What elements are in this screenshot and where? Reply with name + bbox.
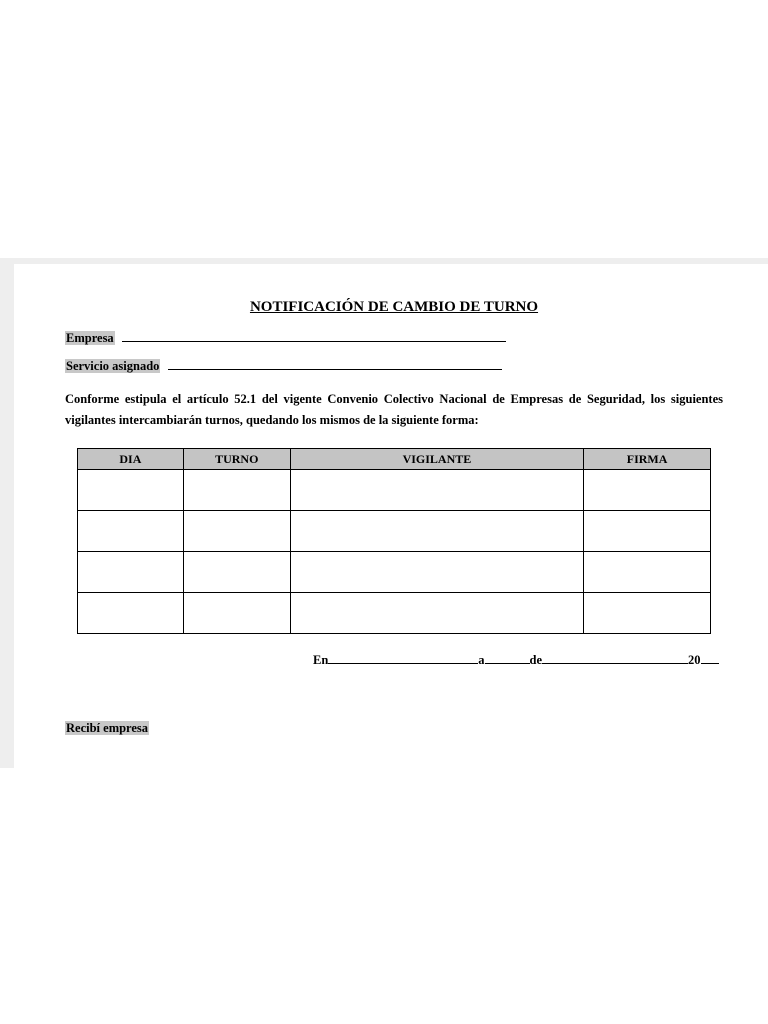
header-vigilante: VIGILANTE: [290, 449, 584, 470]
cell-turno[interactable]: [183, 470, 290, 511]
servicio-blank-line[interactable]: [168, 358, 502, 370]
cell-turno[interactable]: [183, 593, 290, 634]
table-row: [78, 552, 711, 593]
date-year-prefix: 20: [688, 653, 701, 667]
cell-dia[interactable]: [78, 511, 184, 552]
date-line: [313, 652, 719, 668]
shift-change-table: [77, 448, 711, 634]
date-year-blank[interactable]: [701, 652, 719, 664]
cell-firma[interactable]: [584, 470, 711, 511]
cell-dia[interactable]: [78, 593, 184, 634]
header-dia: DIA: [78, 449, 184, 470]
cell-vigilante[interactable]: [290, 511, 584, 552]
received-by-company: [65, 721, 149, 736]
cell-firma[interactable]: [584, 511, 711, 552]
date-place-blank[interactable]: [328, 652, 478, 664]
table-row: [78, 470, 711, 511]
received-by-company-label: Recibí empresa: [66, 721, 149, 735]
date-de-label: de: [529, 653, 543, 667]
servicio-label: Servicio asignado: [66, 359, 160, 373]
cell-vigilante[interactable]: [290, 470, 584, 511]
empresa-field: [65, 330, 506, 346]
date-a-label: a: [478, 653, 485, 667]
document-title: [0, 299, 768, 316]
cell-firma[interactable]: [584, 593, 711, 634]
header-firma: FIRMA: [584, 449, 711, 470]
table-row: [78, 593, 711, 634]
date-month-blank[interactable]: [542, 652, 688, 664]
cell-vigilante[interactable]: [290, 552, 584, 593]
cell-turno[interactable]: [183, 511, 290, 552]
cell-firma[interactable]: [584, 552, 711, 593]
empresa-label: Empresa: [66, 331, 114, 345]
cell-vigilante[interactable]: [290, 593, 584, 634]
cell-turno[interactable]: [183, 552, 290, 593]
date-day-blank[interactable]: [485, 652, 530, 664]
intro-paragraph: Conforme estipula el artículo 52.1 del vigente Convenio Colectivo Nacional de Empresas de Seguridad, los siguientes vigilantes intercambiarán turnos, quedando los mismos de la siguiente forma:: [65, 392, 723, 427]
document-title-text: NOTIFICACIÓN DE CAMBIO DE TURNO: [249, 299, 539, 315]
date-en-label: En: [313, 653, 329, 667]
header-turno: TURNO: [183, 449, 290, 470]
empresa-blank-line[interactable]: [122, 330, 506, 342]
cell-dia[interactable]: [78, 552, 184, 593]
servicio-field: [65, 358, 502, 374]
table-header-row: [78, 449, 711, 470]
table-row: [78, 511, 711, 552]
cell-dia[interactable]: [78, 470, 184, 511]
